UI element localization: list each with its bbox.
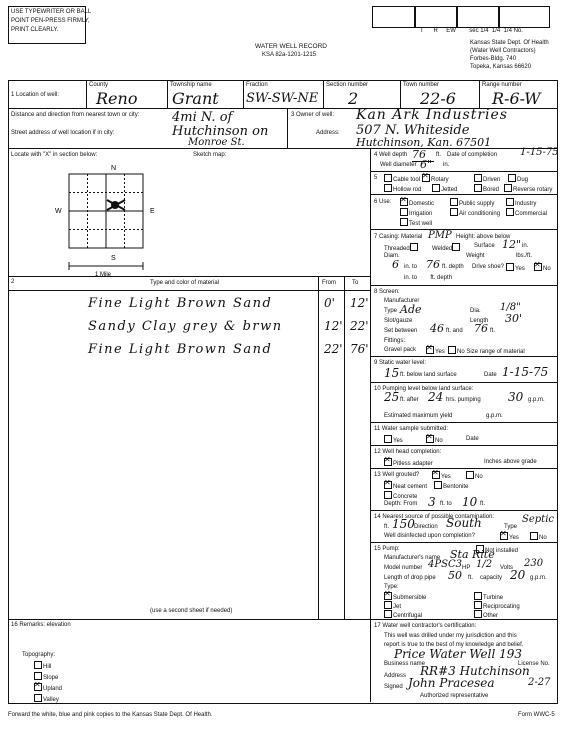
slot-label: Slot/gauze [384,318,413,324]
driven-option[interactable]: Driven [474,174,500,184]
gravel-pack-label: Gravel pack [384,347,417,353]
well-depth-value[interactable]: 76 [412,148,434,162]
pump-turbine[interactable]: Turbine [474,592,503,602]
authorized-label: Authorized representative [420,693,489,699]
license-label: License No. [518,661,550,667]
form-title: WATER WELL RECORD [255,43,327,50]
capacity-gpm: g.p.m. [530,575,547,581]
pump-volts-label: Volts [500,565,514,571]
certification-label: 17 Water well contractor's certification: [374,623,477,629]
pump-volts-value[interactable]: 230 [524,558,544,569]
drop-pipe-value[interactable]: 50 [448,569,462,582]
s5-num: 5 [374,175,378,181]
compass-east: E [150,208,155,215]
material-from[interactable]: 0' [324,296,335,310]
grout-from[interactable]: 3 [428,495,436,509]
compass-west: W [55,208,62,215]
form-number: Form WWC-5 [518,712,555,718]
business-name-value[interactable]: Price Water Well 193 [394,647,523,661]
set-between-label: Set between [384,328,418,334]
grouted-label: 13 Well grouted? [374,472,420,478]
casing-height-label: Height: above below [456,234,511,240]
certification-line-1: This well was drilled under my jurisdiction and this [384,633,517,639]
pump-jet[interactable]: Jet [384,601,401,611]
town-value[interactable]: 22-6 [420,89,456,108]
from-header: From [322,280,336,286]
casing-lbs-label: lbs./ft. [516,253,533,259]
remarks-label: 16 Remarks: elevation [11,622,71,628]
materials-num: 2 [11,279,15,285]
street-value[interactable]: Hutchinson on [172,124,269,139]
completion-label: Date of completion [447,152,498,158]
screen-label: 8 Screen: [374,289,400,295]
static-below-label: ft. below land surface [400,372,457,378]
range-value[interactable]: R-6-W [492,89,541,108]
location-label: 1 Location of well: [11,92,60,98]
pumping-after-label: ft. after [400,397,419,403]
contamination-label: 14 Nearest source of possible contamination: [374,514,495,520]
sample-yes[interactable]: Yes [384,435,403,445]
owner-address-1[interactable]: 507 N. Whiteside [356,123,470,138]
pumping-hrs-label: hrs. pumping [446,397,481,403]
use-industry[interactable]: Industry [506,198,536,208]
diameter-value[interactable]: 6" [420,158,440,172]
pumping-level-label: 10 Pumping level below land surface: [374,386,474,392]
drop-pipe-label: Length of drop pipe [384,575,436,581]
set-ft-and: ft. and [446,328,463,334]
disinfected-yes[interactable]: ✕ Yes [500,532,519,542]
signature: John Pracesea [408,676,495,690]
static-date-value[interactable]: 1-15-75 [502,365,549,379]
contamination-ft-label: ft. [384,524,390,530]
top-codes: T R EW sec 1/4 1/4 1/4 No. [420,28,523,34]
office-use-box-3 [456,6,500,28]
instructions-line-2: POINT PEN-PRESS FIRMLY, [11,18,90,24]
grout-ft-to: ft. to [440,501,452,507]
contamination-type-label: Type [504,524,518,530]
well-location-mark [107,200,125,210]
grouted-no[interactable]: No [466,471,483,481]
pitless-adapter[interactable]: ✕Pitless adapter [384,458,433,468]
use-domestic[interactable]: ✕ Domestic [400,198,434,208]
pumping-gpm-label: g.p.m. [528,397,545,403]
business-name-label: Business name [384,661,426,667]
owner-address-2[interactable]: Hutchinson, Kan. 67501 [356,136,492,149]
fittings-label: Fittings: [384,338,406,344]
screen-length-label: Length [470,318,489,324]
casing-row3: in. to ft. depth [404,275,453,281]
casing-label: 7 Casing: Material [374,234,423,240]
drop-pipe-ft: ft. [468,575,474,581]
screen-type-label: Type [384,308,398,314]
grout-concrete[interactable]: Concrete [384,491,417,501]
static-level-label: 9 Static water level: [374,360,427,366]
max-yield-label: Estimated maximum yield [384,413,453,419]
topography-label: Topography: [22,652,56,658]
pump-mfr-label: Manufacturer's name [384,555,441,561]
owner-name[interactable]: Kan Ark Industries [356,107,508,123]
set-from[interactable]: 46 [430,322,444,335]
materials-header: Type and color of material [150,280,220,286]
set-ft: ft. [490,328,496,334]
pump-hp-label: HP [462,565,471,571]
pump-label: 15 Pump: [374,546,400,552]
agency-line-4: Topeka, Kansas 66620 [470,64,532,70]
diameter-label: Well diameter [380,162,417,168]
topo-slope[interactable]: Slope [34,672,58,682]
screen-length-value[interactable]: 30' [505,312,523,325]
agency-line-2: (Water Well Contractors) [470,48,536,54]
material-from[interactable]: 12' [324,319,343,333]
street-label: Street address of well location if in city: [11,130,115,136]
surface-in-label: in. [522,243,529,249]
section-value[interactable]: 2 [348,89,359,108]
set-to[interactable]: 76 [474,322,488,335]
instructions-line-1: USE TYPEWRITER OR BALL [11,9,92,15]
depth-ft-label: ft. [436,152,442,158]
drive-shoe-no[interactable]: ✕ No [534,263,551,273]
county-label: County [89,82,109,88]
town-label: Town number [403,82,440,88]
pumping-hrs[interactable]: 24 [428,390,444,404]
material-description[interactable]: Fine Light Brown Sand [88,296,273,311]
office-use-box-4 [498,6,550,28]
compass-south: S [111,255,116,262]
owner-label: 3 Owner of well: [291,112,335,118]
material-to[interactable]: 22' [350,319,369,333]
screen-type-value[interactable]: Ade [400,303,422,316]
threaded-option[interactable]: Threaded [384,243,419,253]
sample-date-label: Date [466,436,479,442]
fraction-label: Fraction [246,82,268,88]
fraction-value[interactable]: SW-SW-NE [246,91,319,106]
distance-label: Distance and direction from nearest town or city: [11,112,140,118]
material-to[interactable]: 12' [350,296,369,310]
section-grid [55,160,175,280]
well-head-label: 12 Well head completion: [374,449,442,455]
to-header: To [352,280,359,286]
contamination-ft[interactable]: 150 [392,517,415,531]
gravel-yes[interactable]: ✕ Yes [426,346,445,356]
topo-upland[interactable]: ✕Upland [34,683,62,693]
casing-diam-label: Diam. [384,253,400,259]
capacity-value[interactable]: 20 [510,568,526,582]
rotary-option[interactable]: ✕ Rotary [422,174,449,184]
contractor-address-value[interactable]: RR#3 Hutchinson [420,664,530,678]
surface-label: Surface [474,243,495,249]
max-yield-unit: g.p.m. [486,413,503,419]
compass-north: N [111,165,117,172]
instructions-line-3: PRINT CLEARLY. [11,27,59,33]
contamination-direction[interactable]: South [446,516,482,530]
contamination-direction-label: Direction [414,524,438,530]
agency-line-3: Forbes-Bldg. 740 [470,56,517,62]
disinfected-label: Well disinfected upon completion? [384,533,475,539]
static-date-label: Date [484,372,497,378]
distance-value[interactable]: 4mi N. of [172,110,233,125]
bored-option[interactable]: Bored [474,184,499,194]
casing-weight-label: Weight [466,253,485,259]
topo-valley[interactable]: Valley [34,694,59,704]
static-level-value[interactable]: 15 [384,366,400,380]
pump-reciprocating[interactable]: Reciprocating [474,601,520,611]
capacity-label: capacity [480,575,503,581]
pump-mfr-value[interactable]: Sta Rite [450,548,495,561]
contractor-address-label: Address [384,673,407,679]
material-from[interactable]: 22' [324,342,343,356]
owner-address-label: Address: [316,130,340,136]
gravel-no-size[interactable]: No Size range of material [448,346,525,356]
pump-other[interactable]: Other [474,610,498,620]
second-sheet-note: (use a second sheet if needed) [150,608,233,614]
casing-in-to: in. to [404,264,418,270]
pump-model-value[interactable]: 4PSC3 [428,559,462,570]
inches-above-grade[interactable]: Inches above grade [484,459,537,465]
grouted-yes[interactable]: ✕ Yes [432,471,451,481]
grout-neat-cement[interactable]: ✕Neat cement [384,481,427,491]
grout-depth-label: Depth: From [384,501,418,507]
completion-value[interactable]: 1-15-75 [520,147,559,158]
pumping-gpm[interactable]: 30 [508,390,524,404]
use-public-supply[interactable]: Public supply [450,198,494,208]
mile-scale: 1 Mile [95,272,112,278]
screen-mfr-label: Manufacturer [384,298,420,304]
form-statute: KSA 82a-1201-1215 [262,52,317,58]
signed-label: Signed [384,684,403,690]
street-value-2[interactable]: Monroe St. [188,137,245,148]
pump-centrifugal[interactable]: Centrifugal [384,610,422,620]
hollow-rod-option[interactable]: Hollow rod [384,184,421,194]
diameter-in-label: in. [443,162,450,168]
footer-instructions: Forward the white, blue and pink copies to the Kansas State Dept. Of Health. [8,712,213,718]
water-sample-label: 11 Water sample submitted: [374,426,449,432]
well-depth-label: 4 Well depth [374,152,408,158]
pump-submersible[interactable]: ✕Submersible [384,592,426,602]
surface-value[interactable]: 12" [502,238,522,251]
pump-type-label: Type: [384,584,399,590]
pump-hp-value[interactable]: 1/2 [476,559,493,570]
signature-date: 2-27 [528,677,551,688]
drive-shoe-yes[interactable]: Yes [506,263,525,273]
topo-hill[interactable]: Hill [34,661,51,671]
pumping-ft[interactable]: 25 [384,390,400,404]
welded-option[interactable]: Welded [432,243,461,253]
agency-line-1: Kansas State Dept. Of Health [470,40,549,46]
range-label: Range number [482,82,522,88]
section-label: Section number [326,82,369,88]
casing-from[interactable]: 6 [392,258,399,271]
use-test-well[interactable]: Test well [400,218,432,228]
dug-option[interactable]: Dug [508,174,528,184]
sample-no[interactable]: ✕ No [426,435,443,445]
grout-bentonite[interactable]: Bentonite [434,481,468,491]
material-description[interactable]: Sandy Clay grey & brwn [88,319,283,334]
jetted-option[interactable]: Jetted [432,184,457,194]
contamination-type[interactable]: Septic [522,514,554,525]
disinfected-no[interactable]: No [530,532,547,542]
county-value[interactable]: Reno [96,89,138,108]
material-description[interactable]: Fine Light Brown Sand [88,342,273,357]
use-commercial[interactable]: Commercial [506,208,547,218]
use-label: 6 Use: [374,199,392,205]
township-value[interactable]: Grant [172,89,219,108]
reverse-rotary-option[interactable]: Reverse rotary [504,184,552,194]
use-irrigation[interactable]: Irrigation [400,208,432,218]
township-label: Township name [170,82,212,88]
pump-not-installed[interactable]: Not installed [476,545,518,555]
grout-ft: ft. [480,501,486,507]
certification-line-2: report is true to the best of my knowledge and belief. [384,642,524,648]
pump-model-label: Model number [384,565,423,571]
use-air-conditioning[interactable]: Air conditioning [450,208,500,218]
office-use-box [372,6,416,28]
sketch-locate-label: Locate with "X" in section below: [11,152,98,158]
material-to[interactable]: 76' [350,342,369,356]
sketch-map-label: Sketch map: [193,152,227,158]
screen-dia-value[interactable]: 1/8" [500,302,521,313]
screen-dia-label: Dia. [470,308,481,314]
grout-to[interactable]: 10 [462,495,478,509]
casing-to[interactable]: 76 [426,258,440,271]
office-use-box-2 [414,6,458,28]
cable-tool-option[interactable]: Cable tool [384,174,420,184]
drive-shoe-label: Drive shoe? [472,264,505,270]
casing-ft-depth: ft. depth [442,264,464,270]
casing-material[interactable]: PMP [428,230,452,241]
